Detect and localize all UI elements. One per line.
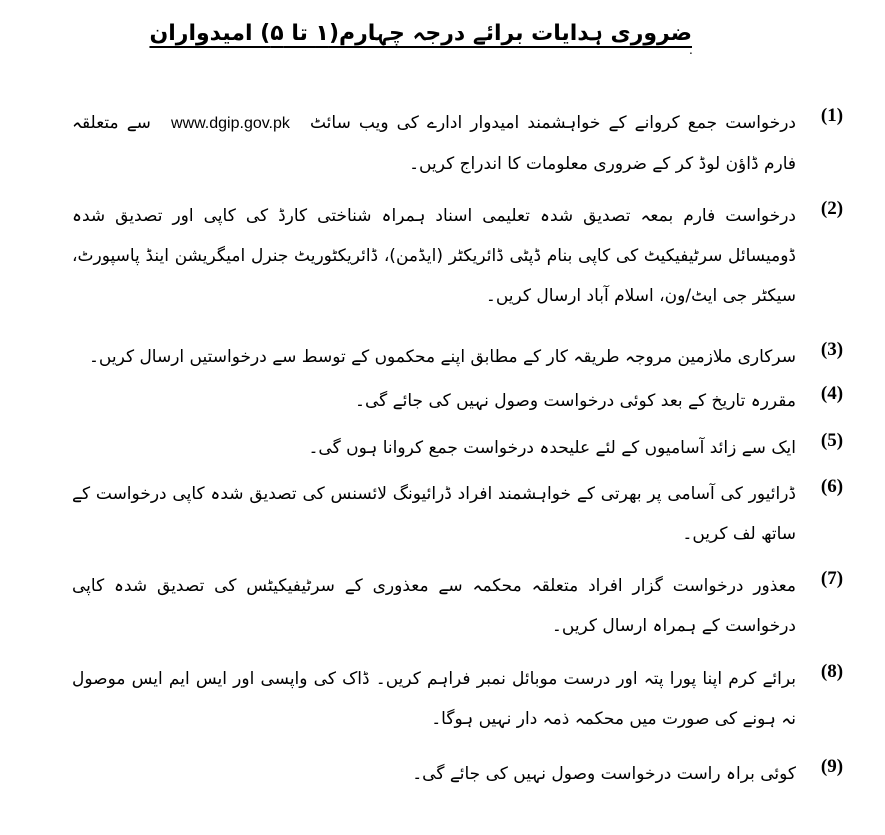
document-title [149,18,692,50]
instruction-number: (3) [820,339,844,360]
instruction-item-6 [72,474,862,556]
instruction-text: برائے کرم اپنا پورا پتہ اور درست موبائل نمبر فراہم کریں۔ ڈاک کی واپسی اور ایس ایم ایس موصول نہ ہونے کی صورت میں محکمہ ذمہ دار نہیں ہوگا۔ [72,669,796,729]
instruction-text: مقررہ تاریخ کے بعد کوئی درخواست وصول نہیں کی جائے گی۔ [355,391,796,411]
instruction-number: (8) [820,661,844,682]
instruction-number: (5) [820,430,844,451]
website-url-link[interactable]: www.dgip.gov.pk [171,115,290,132]
instruction-item-2 [72,196,862,326]
instruction-number: (7) [820,568,844,589]
instruction-number: (4) [820,383,844,404]
instruction-text: ایک سے زائد آسامیوں کے لئے علیحدہ درخواست جمع کروانا ہوں گی۔ [308,438,796,458]
instruction-text-part: سے متعلقہ فارم ڈاؤن لوڈ کر کے ضروری معلومات کا اندراج کریں۔ [72,113,796,174]
instruction-item-9 [72,754,862,794]
instruction-text: کوئی براہ راست درخواست وصول نہیں کی جائے گی۔ [412,764,796,784]
document-title-text: ضروری ہدایات برائے درجہ چہارم(۱ تا ۵) امیدواران [149,21,692,46]
instruction-item-3 [72,337,862,377]
instruction-number: (9) [820,756,844,777]
instruction-item-7 [72,566,862,648]
instruction-number: (1) [820,105,844,126]
instruction-text: سرکاری ملازمین مروجہ طریقہ کار کے مطابق اپنے محکموں کے توسط سے درخواستیں ارسال کریں۔ [88,347,796,367]
instruction-text: ڈرائیور کی آسامی پر بھرتی کے خواہشمند افراد ڈرائیونگ لائسنس کی تصدیق شدہ کاپی درخواست کے ساتھ لف کریں۔ [72,484,796,544]
instruction-item-5 [72,428,862,468]
instruction-number: (6) [820,476,844,497]
instruction-text-part: درخواست جمع کروانے کے خواہشمند امیدوار ادارے کی ویب سائٹ [309,113,797,133]
instruction-number: (2) [820,198,844,219]
instruction-item-4 [72,381,862,421]
instruction-text: درخواست فارم بمعہ تصدیق شدہ تعلیمی اسناد ہمراہ شناختی کارڈ کی کاپی اور تصدیق شدہ ڈومیسائل سرٹیفیکیٹ کی کاپی بنام ڈپٹی ڈائریکٹر (ایڈمن)، ڈائریکٹوریٹ جنرل امیگریشن اینڈ پاسپورٹ، سیکٹر جی ایٹ/ون، اسلام آباد ارسال کریں۔ [72,206,796,306]
instruction-text [72,103,796,184]
instruction-item-8 [72,659,862,741]
instruction-text: معذور درخواست گزار افراد متعلقہ محکمہ سے معذوری کے سرٹیفیکیٹس کی تصدیق شدہ کاپی درخواست کے ہمراہ ارسال کریں۔ [72,576,796,636]
title-dot: . [689,43,693,57]
instruction-item-1 [72,103,862,185]
